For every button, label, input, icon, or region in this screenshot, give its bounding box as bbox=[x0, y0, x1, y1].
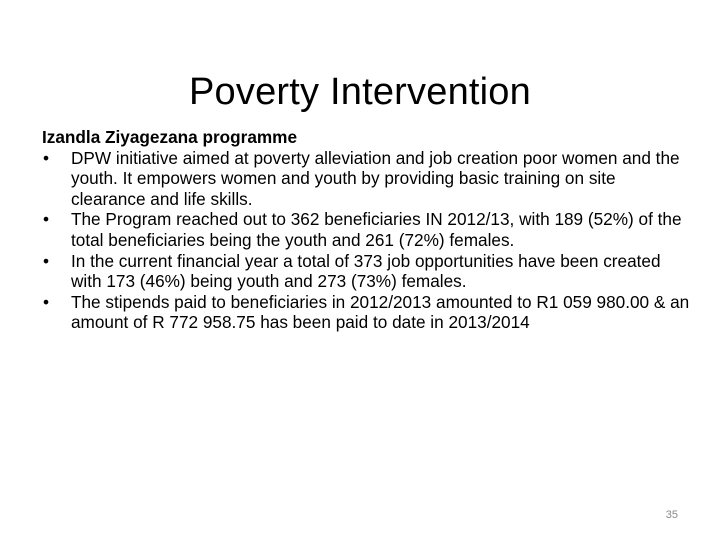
programme-heading: Izandla Ziyagezana programme bbox=[42, 127, 298, 147]
bullet-item: • The Program reached out to 362 beneficiaries IN 2012/13, with 189 (52%) of the total beneficiaries being the youth and 261 (72%) females. bbox=[42, 209, 692, 250]
bullet-item: • The stipends paid to beneficiaries in 2012/2013 amounted to R1 059 980.00 & an amount of R 772 958.75 has been paid to date in 2013/2014 bbox=[42, 292, 692, 333]
bullet-item: • DPW initiative aimed at poverty alleviation and job creation poor women and the youth. It empowers women and youth by providing basic training on site clearance and life skills. bbox=[42, 148, 692, 210]
page-number: 35 bbox=[665, 509, 678, 521]
slide-title: Poverty Intervention bbox=[189, 71, 531, 114]
bullet-item: • In the current financial year a total of 373 job opportunities have been created with 173 (46%) being youth and 273 (73%) females. bbox=[42, 251, 692, 292]
slide-content bbox=[42, 127, 692, 333]
bullet-list bbox=[42, 148, 692, 333]
